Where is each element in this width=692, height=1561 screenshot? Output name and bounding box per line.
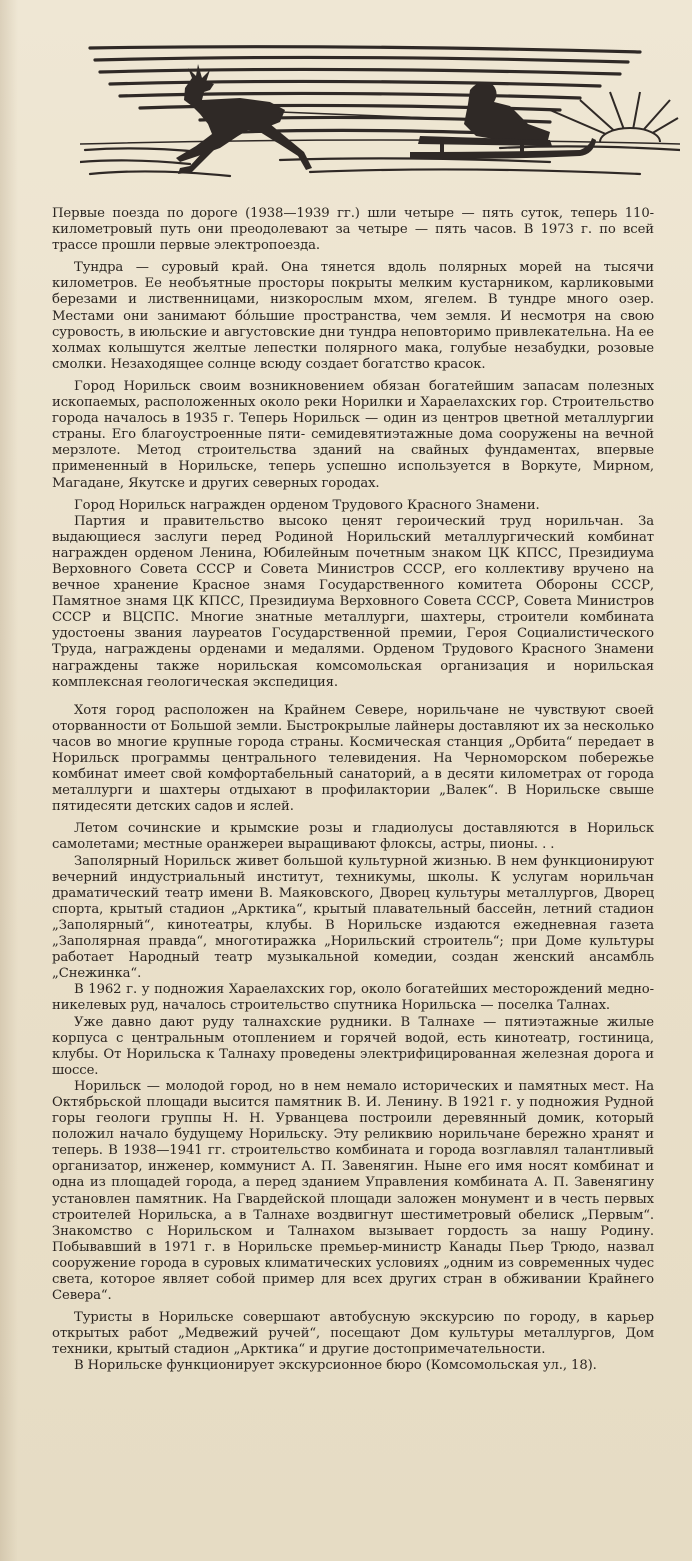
paragraph: Летом сочинские и крымские розы и гладиолусы доставляются в Норильск самолетами; местные оранжереи выращивают флоксы, астры, пионы. . . xyxy=(52,821,654,853)
paragraph: Уже давно дают руду талнахские рудники. В Талнахе — пятиэтажные жилые корпуса с центральным отоплением и горячей водой, есть кинотеатр, гостиница, клубы. От Норильска к Талнаху проведены электрифицированная железная дорога и шоссе. xyxy=(52,1014,654,1078)
paragraph: Город Норильск своим возникновением обязан богатейшим запасам полезных ископаемых, расположенных около реки Норилки и Хараелахских гор. Строительство города началось в 1935 г. Теперь Норильск — один из центров цветной металлургии страны. Его благоустроенные пяти- семидевятиэтажные дома сооружены на вечной мерзлоте. Метод строительства зданий на свайных фундаментах, впервые примененный в Норильске, теперь успешно используется в Воркуте, Мирном, Магадане, Якутске и других северных городах. xyxy=(52,378,654,491)
paragraph: Норильск — молодой город, но в нем немало исторических и памятных мест. На Октябрьской площади высится памятник В. И. Ленину. В 1921 г. у подножия Рудной горы геологи группы Н. Н. Урванцева построили деревянный домик, который положил начало будущему Норильску. Эту реликвию норильчане бережно хранят и теперь. В 1938—1941 гг. строительство комбината и города возглавлял талантливый организатор, инженер, коммунист А. П. Завенягин. Ныне его имя носят комбинат и одна из площадей города, а перед зданием Управления комбината А. П. Завенягину установлен памятник. На Гвардейской площади заложен монумент и в честь первых строителей Норильска, а в Талнахе воздвигнут шестиметровый обелиск „Первым“. Знакомство с Норильском и Талнахом вызывает гордость за нашу Родину. Побывавший в 1971 г. в Норильске премьер-министр Канады Пьер Трюдо, назвал сооружение города в суровых климатических условиях „одним из современных чудес света, которое являет собой пример для всех других стран в обживании Крайнего Севера“. xyxy=(52,1078,654,1304)
reindeer-sled-tundra-icon xyxy=(80,40,680,200)
paragraph: В 1962 г. у подножия Хараелахских гор, около богатейших месторождений медно-никелевых руд, началось строительство спутника Норильска — поселка Талнах. xyxy=(52,982,654,1014)
paragraph: Партия и правительство высоко ценят героический труд норильчан. За выдающиеся заслуги перед Родиной Норильский металлургический комбинат награжден орденом Ленина, Юбилейным почетным знаком ЦК КПСС, Президиума Верховного Совета СССР и Совета Министров СССР, его коллективу вручено на вечное хранение Красное знамя Государственного комитета Обороны СССР, Памятное знамя ЦК КПСС, Президиума Верховного Совета СССР, Совета Министров СССР и ВЦСПС. Многие знатные металлурги, шахтеры, строители комбината удостоены звания лауреатов Государственной премии, Героя Социалистического Труда, награждены орденами и медалями. Орденом Трудового Красного Знамени награждены также норильская комсомольская организация и норильская комплексная геологическая экспедиция. xyxy=(52,513,654,690)
paragraph: В Норильске функционирует экскурсионное бюро (Комсомольская ул., 18). xyxy=(74,1358,597,1374)
paragraph: Заполярный Норильск живет большой культурной жизнью. В нем функционируют вечерний индустриальный институт, техникумы, школы. К услугам норильчан драматический театр имени В. Маяковского, Дворец культуры металлургов, Дворец спорта, крытый стадион „Арктика“, крытый плавательный бассейн, летний стадион „Заполярный“, кинотеатры, клубы. В Норильске издаются ежедневная газета „Заполярная правда“, многотиражка „Норильский строитель“; при Доме культуры работает Народный театр музыкальной комедии, создан женский ансамбль „Снежинка“. xyxy=(52,853,654,982)
paragraph: Туристы в Норильске совершают автобусную экскурсию по городу, в карьер открытых работ „Медвежий ручей“, посещают Дом культуры металлургов, Дом техники, крытый стадион „Арктика“ и другие достопримечательности. xyxy=(52,1310,654,1358)
paragraph: Первые поезда по дороге (1938—1939 гг.) шли четыре — пять суток, теперь 110-километровый путь они преодолевают за четыре — пять часов. В 1973 г. по всей трассе прошли первые электропоезда. xyxy=(52,206,654,254)
paragraph: Тундра — суровый край. Она тянется вдоль полярных морей на тысячи километров. Ее необъятные просторы покрыты мелким кустарником, карликовыми березами и лиственницами, низкорослым мхом, ягелем. В тундре много озер. Местами они занимают бóльшие пространства, чем земля. И несмотря на свою суровость, в июльские и августовские дни тундра неповторимо привлекательна. На ее холмах колышутся желтые лепестки полярного мака, голубые незабудки, розовые смолки. Незаходящее солнце всюду создает богатство красок. xyxy=(52,260,654,372)
paragraph: Город Норильск награжден орденом Трудового Красного Знамени. xyxy=(74,497,540,513)
paragraph: Хотя город расположен на Крайнем Севере, норильчане не чувствуют своей оторванности от Большой земли. Быстрокрылые лайнеры доставляют их за несколько часов во многие крупные города страны. Космическая станция „Орбита“ передает в Норильск программы центрального телевидения. На Черноморском побережье комбинат имеет свой комфортабельный санаторий, а в десяти километрах от города металлурги и шахтеры отдыхают в профилактории „Валек“. В Норильске свыше пятидесяти детских садов и яслей. xyxy=(52,702,654,815)
page-edge-shadow xyxy=(0,0,18,1561)
article-text xyxy=(52,206,654,1375)
